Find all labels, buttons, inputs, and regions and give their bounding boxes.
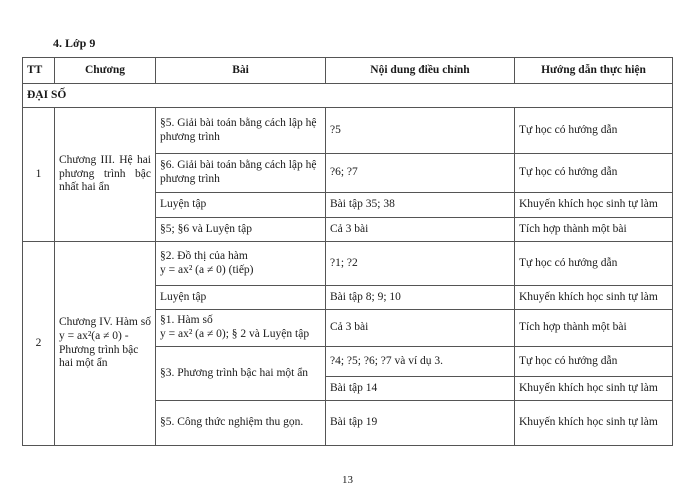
content-cell: Bài tập 19 [326,401,515,446]
lesson-cell: §5. Giải bài toán bằng cách lập hệ phương trình [156,108,326,154]
content-cell: Bài tập 35; 38 [326,193,515,218]
content-cell: ?1; ?2 [326,242,515,286]
section-heading: 4. Lớp 9 [53,36,96,50]
content-cell: ?5 [326,108,515,154]
guide-cell: Tự học có hướng dẫn [515,154,673,193]
table-row [23,108,673,154]
lesson-title: §1. Hàm số [160,314,213,327]
lesson-cell: §6. Giải bài toán bằng cách lập hệ phương trình [156,154,326,193]
content-cell: ?6; ?7 [326,154,515,193]
header-guide: Hướng dẫn thực hiện [515,58,673,84]
lesson-formula: y = ax² (a ≠ 0); § 2 và Luyện tập [160,328,310,340]
content-cell: Cả 3 bài [326,218,515,242]
curriculum-table [22,57,673,446]
row-number: 1 [23,108,55,242]
guide-cell: Tích hợp thành một bài [515,218,673,242]
table-row [23,242,673,286]
guide-cell: Khuyến khích học sinh tự làm [515,377,673,401]
header-content: Nội dung điều chỉnh [326,58,515,84]
content-cell: Bài tập 14 [326,377,515,401]
lesson-cell [156,310,326,347]
chapter-cell: Chương III. Hệ hai phương trình bậc nhất hai ẩn [55,108,156,242]
lesson-cell: §3. Phương trình bậc hai một ẩn [156,347,326,401]
guide-cell: Tự học có hướng dẫn [515,347,673,377]
header-tt: TT [23,58,55,84]
content-cell: Cả 3 bài [326,310,515,347]
section-title: ĐẠI SỐ [23,84,673,108]
lesson-cell: Luyện tập [156,193,326,218]
header-chapter: Chương [55,58,156,84]
guide-cell: Tự học có hướng dẫn [515,242,673,286]
chapter-title: Chương IV. Hàm số [59,315,151,328]
page-number: 13 [342,474,353,486]
content-cell: ?4; ?5; ?6; ?7 và ví dụ 3. [326,347,515,377]
content-cell: Bài tập 8; 9; 10 [326,286,515,310]
section-row [23,84,673,108]
guide-cell: Tích hợp thành một bài [515,310,673,347]
chapter-cell [55,242,156,446]
guide-cell: Khuyến khích học sinh tự làm [515,286,673,310]
row-number: 2 [23,242,55,446]
lesson-title: §2. Đồ thị của hàm [160,249,248,262]
guide-cell: Tự học có hướng dẫn [515,108,673,154]
header-lesson: Bài [156,58,326,84]
lesson-cell [156,242,326,286]
header-row [23,58,673,84]
guide-cell: Khuyến khích học sinh tự làm [515,401,673,446]
lesson-cell: §5. Công thức nghiệm thu gọn. [156,401,326,446]
lesson-formula: y = ax² (a ≠ 0) (tiếp) [160,263,254,276]
lesson-cell: Luyện tập [156,286,326,310]
guide-cell: Khuyến khích học sinh tự làm [515,193,673,218]
lesson-cell: §5; §6 và Luyện tập [156,218,326,242]
chapter-subtitle: y = ax²(a ≠ 0) - Phương trình bậc hai một ẩn [59,329,139,370]
